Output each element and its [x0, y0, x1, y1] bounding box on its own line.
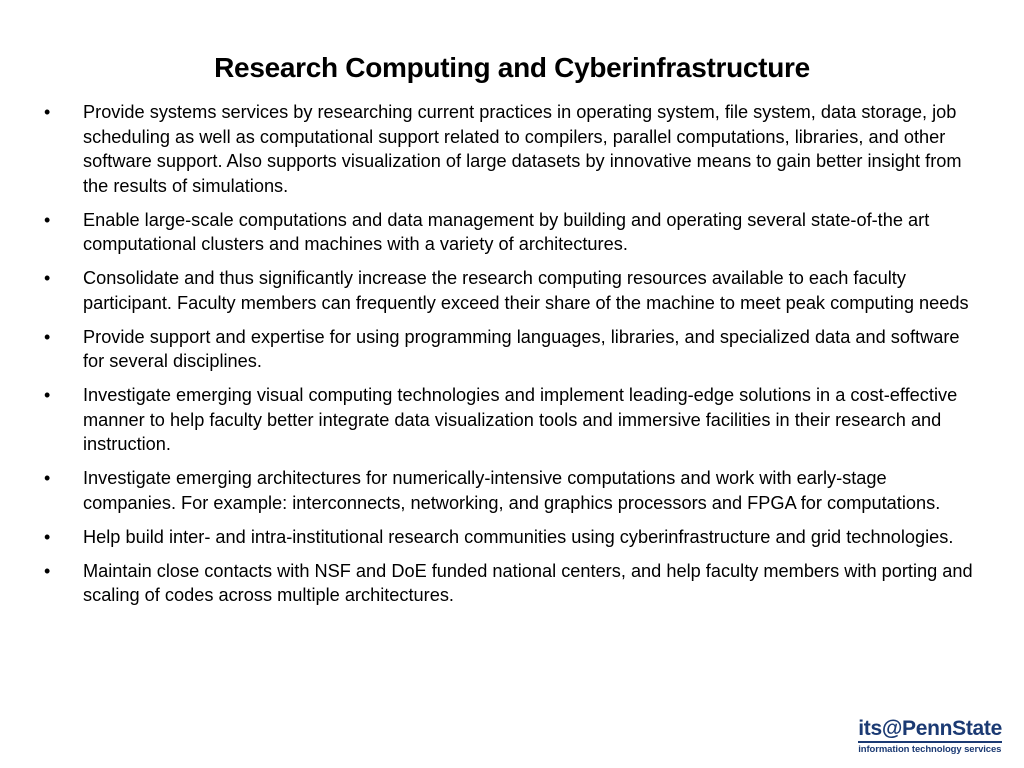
bullet-icon: • — [44, 526, 51, 547]
list-item — [42, 559, 977, 608]
list-item — [42, 325, 977, 374]
its-pennstate-logo — [858, 718, 1002, 755]
bullet-text: Consolidate and thus significantly increase the research computing resources available to each faculty participant. Faculty members can frequently exceed their share of the machine to meet peak computing needs — [83, 268, 969, 313]
bullet-text: Enable large-scale computations and data management by building and operating several state-of-the art computational clusters and machines with a variety of architectures. — [83, 209, 930, 254]
list-item — [42, 466, 977, 515]
list-item — [42, 383, 977, 457]
page-title: Research Computing and Cyberinfrastructure — [214, 52, 810, 83]
bullet-icon: • — [44, 560, 51, 581]
bullet-text: Investigate emerging architectures for numerically-intensive computations and work with early-stage companies. For example: interconnects, networking, and graphics processors and FPGA for computations. — [83, 468, 941, 513]
bullet-text: Help build inter- and intra-institutional research communities using cyberinfrastructure and grid technologies. — [83, 526, 954, 547]
list-item — [42, 208, 977, 257]
bullet-icon: • — [44, 268, 51, 288]
bullet-text: Provide systems services by researching current practices in operating system, file system, data storage, job scheduling as well as computational support related to compilers, parallel computations, libraries, and other software support. Also supports visualization of large datasets by innovative means to gain better insight from the results of simulations. — [83, 102, 962, 196]
list-item — [42, 266, 977, 315]
bullet-text: Maintain close contacts with NSF and DoE funded national centers, and help faculty members with porting and scaling of codes across multiple architectures. — [83, 560, 973, 605]
bullet-text: Provide support and expertise for using programming languages, libraries, and specialized data and software for several disciplines. — [83, 326, 960, 371]
list-item — [42, 100, 977, 198]
logo-subtitle: information technology services — [858, 744, 1002, 755]
bullet-icon: • — [44, 209, 51, 230]
bullet-icon: • — [44, 102, 51, 122]
logo-main-text: its@PennState — [858, 717, 1002, 740]
logo-divider — [858, 741, 1002, 743]
list-item — [42, 525, 977, 550]
bullet-list — [42, 100, 977, 617]
bullet-text: Investigate emerging visual computing technologies and implement leading-edge solutions in a cost-effective manner to help faculty better integrate data visualization tools and immersive facilities in their research and instruction. — [83, 385, 958, 454]
bullet-icon: • — [44, 326, 51, 347]
bullet-icon: • — [44, 468, 51, 488]
bullet-icon: • — [44, 385, 51, 405]
